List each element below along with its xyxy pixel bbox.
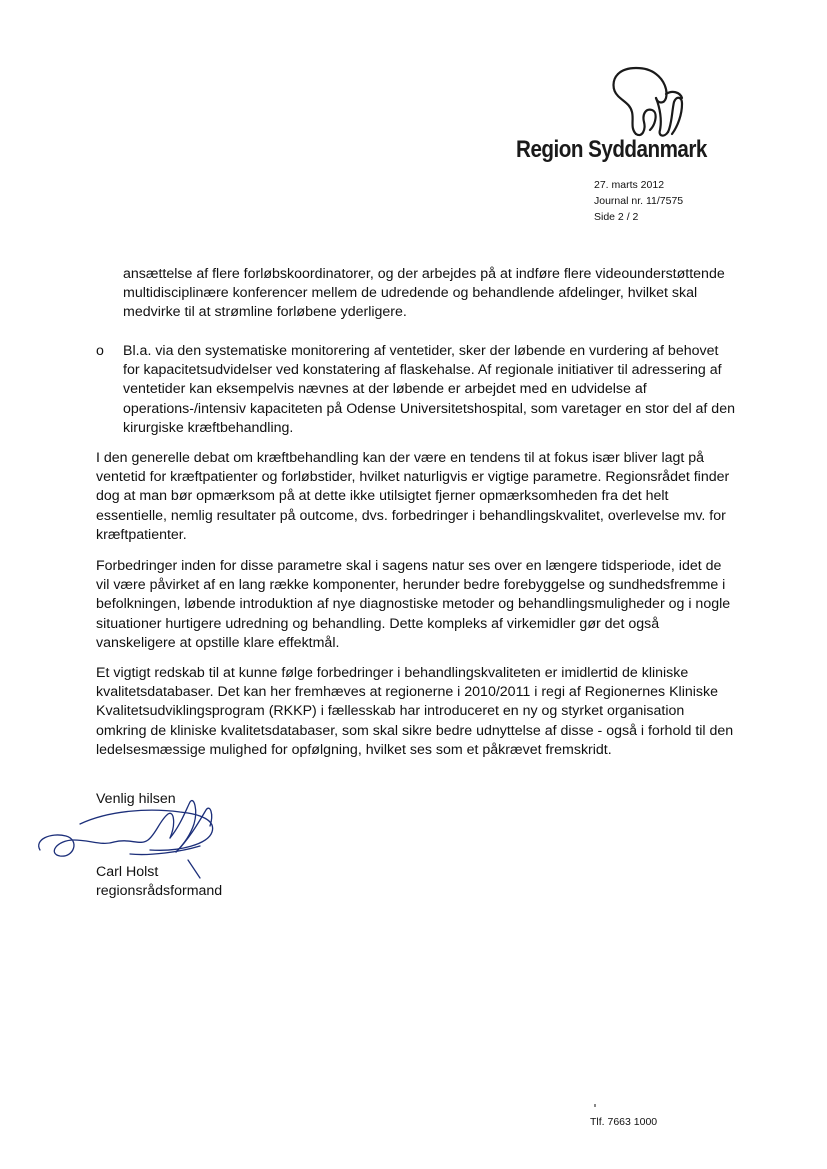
paragraph-2-text: Forbedringer inden for disse parametre skal i sagens natur ses over en længere tidsperiode, idet de vil være påvirket af en lang række komponenter, herunder bedre forebyggelse og sundhedsfremme i befolkningen, løbende introduktion af nye diagnostiske metoder og behandlingsmuligheder og i nogle situationer hurtigere udredning og behandling. Dette kompleks af virkemidler gør det også vanskeligere at opstille klare effektmål.: [96, 558, 731, 651]
paragraph-1: [96, 449, 736, 545]
journal-number: Journal nr. 11/7575: [594, 195, 684, 207]
letter-date: 27. marts 2012: [594, 179, 665, 191]
paragraph-1-text: I den generelle debat om kræftbehandling kan der være en tendens til at fokus især bliver lagt på ventetid for kræftpatienter og forløbstider, hvilket naturligvis er vigtige parametre. Regionsrådet finder dog at man bør opmærksom på at dette ikke utilsigtet fjerner opmærksomheden fra det helt essentielle, nemlig resultater på outcome, dvs. forbedringer i behandlingskvalitet, overlevelse mv. for kræftpatienter.: [96, 450, 730, 543]
bullet-marker: o: [96, 343, 104, 359]
signer-title: regionsrådsformand: [96, 883, 223, 899]
bullet-text: Bl.a. via den systematiske monitorering af ventetider, sker der løbende en vurdering af behovet for kapacitetsudvidelser ved konstatering af flaskehalse. Af regionale initiativer til adressering af ventetider kan eksempelvis nævnes at der løbende er arbejdet med en udvidelse af operations-/intensiv kapaciteten på Odense Universitetshospital, som varetager en stor del af den kirurgiske kræftbehandling.: [123, 343, 735, 436]
letter-meta: [594, 177, 683, 225]
bullet-item: [96, 342, 736, 438]
paragraph-3: [96, 664, 736, 760]
footer-dot: [594, 1104, 596, 1107]
organization-name: Region Syddanmark: [516, 136, 707, 163]
paragraph-2: [96, 557, 736, 653]
page-number: Side 2 / 2: [594, 211, 639, 223]
region-syddanmark-logo-icon: [606, 64, 688, 140]
paragraph-3-text: Et vigtigt redskab til at kunne følge forbedringer i behandlingskvaliteten er imidlertid de kliniske kvalitetsdatabaser. Det kan her fremhæves at regionerne i 2010/2011 i regi af Regionernes Kliniske Kvalitetsudviklingsprogram (RKKP) i fællesskab har introduceret en ny og styrket organisation omkring de kliniske kvalitetsdatabaser, som skal sikre bedre udnyttelse af disse - også i forhold til den ledelsesmæssige mulighed for opfølgning, hvilket ses som et påkrævet fremskridt.: [96, 665, 734, 758]
footer-phone: Tlf. 7663 1000: [590, 1116, 658, 1128]
continued-bullet-text: ansættelse af flere forløbskoordinatorer, og der arbejdes på at indføre flere videounderstøttende multidisciplinære konferencer mellem de udredende og behandlende afdelinger, hvilket skal medvirke til at strømline forløbene yderligere.: [123, 266, 725, 321]
closing-salutation: Venlig hilsen: [96, 791, 176, 807]
signer-name: Carl Holst: [96, 864, 159, 880]
signer: [96, 863, 222, 901]
